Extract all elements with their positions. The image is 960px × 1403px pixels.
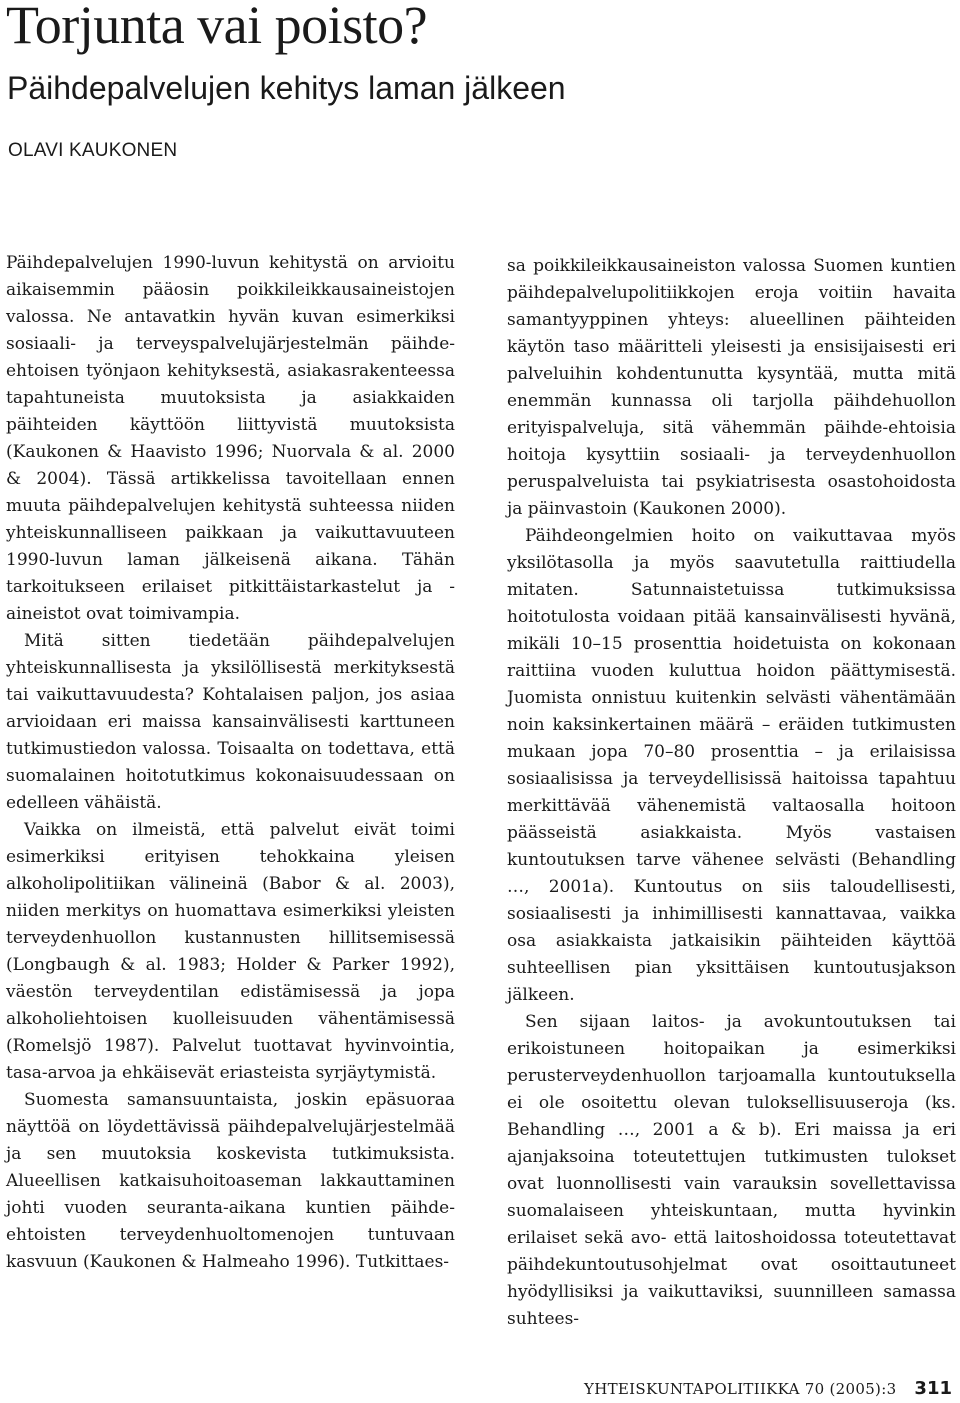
paragraph: sa poikkileikkausaineiston valossa Suomen kuntien päihdepalvelupolitiikkojen eroja voitiin havaita samantyyppinen yhteys: alueellinen päihteiden käytön taso määritteli yleisesti ja ensisijaisesti eri palveluihin kohdentunutta kysyntää, mutta mitä enemmän kunnassa oli tarjolla päihdehuollon erityispalveluja, sitä vähemmän päihde-ehtoisia hoitoja kysyttiin sosiaali- ja terveydenhuollon peruspalveluista tai psykiatrisesta osastohoidosta ja päinvastoin (Kaukonen 2000).: [507, 256, 956, 519]
author-name: OLAVI KAUKONEN: [8, 140, 178, 161]
journal-citation: YHTEISKUNTAPOLITIIKKA 70 (2005):3: [584, 1380, 897, 1398]
paragraph: Päihdepalvelujen 1990-luvun kehitystä on arvioitu aikaisemmin pääosin poikkileikkausaineistojen valossa. Ne antavatkin hyvän kuvan esimerkiksi sosiaali- ja terveyspalvelujärjestelmän päihde-ehtoisen työnjaon kehityksestä, asiakasrakenteessa tapahtuneista muutoksista ja asiakkaiden päihteiden käyttöön liittyvistä muutoksista (Kaukonen & Haavisto 1996; Nuorvala & al. 2000 & 2004). Tässä artikkelissa tavoitellaan ennen muuta päihdepalvelujen kehitystä suhteessa niiden yhteiskunnalliseen paikkaan ja vaikuttavuuteen 1990-luvun laman jälkeisenä aikana. Tähän tarkoitukseen erilaiset pitkittäistarkastelut ja -aineistot ovat toimivampia.: [6, 253, 455, 624]
article-subtitle: Päihdepalvelujen kehitys laman jälkeen: [7, 70, 566, 106]
paragraph: Sen sijaan laitos- ja avokuntoutuksen tai erikoistuneen hoitopaikan ja esimerkiksi perusterveydenhuollon tarjoamalla kuntoutuksella ei ole osoitettu olevan tuloksellisuuseroja (ks. Behandling …, 2001 a & b). Eri maissa ja eri ajanjaksoina toteutettujen tutkimusten tulokset ovat luonnollisesti vain varauksin sovellettavissa suomalaiseen yhteiskuntaan, mutta hyvinkin erilaiset sekä avo- että laitoshoidossa toteutettavat päihdekuntoutusohjelmat ovat osoittautuneet hyödyllisiksi ja vaikuttaviksi, suunnilleen samassa suhtees-: [507, 1012, 956, 1329]
article-title: Torjunta vai poisto?: [6, 0, 428, 55]
right-column: [507, 253, 956, 1333]
left-column: [6, 250, 455, 1276]
paragraph: Mitä sitten tiedetään päihdepalvelujen yhteiskunnallisesta ja yksilöllisestä merkityksestä tai vaikuttavuudesta? Kohtalaisen paljon, jos asiaa arvioidaan eri maissa kansainvälisesti karttuneen tutkimustiedon valossa. Toisaalta on todettava, että suomalainen hoitotutkimus kokonaisuudessaan on edelleen vähäistä.: [6, 631, 455, 813]
page-number: 311: [914, 1378, 952, 1399]
paragraph: Vaikka on ilmeistä, että palvelut eivät toimi esimerkiksi erityisen tehokkaina yleisen alkoholipolitiikan välineinä (Babor & al. 2003), niiden merkitys on huomattava esimerkiksi yleisten terveydenhuollon kustannusten hillitsemisessä (Longbaugh & al. 1983; Holder & Parker 1992), väestön terveydentilan edistämisessä ja jopa alkoholiehtoisen kuolleisuuden vähentämisessä (Romelsjö 1987). Palvelut tuottavat hyvinvointia, tasa-arvoa ja ehkäisevät eriasteista syrjäytymistä.: [6, 820, 455, 1083]
paragraph: Suomesta samansuuntaista, joskin epäsuoraa näyttöä on löydettävissä päihdepalvelujärjestelmää ja sen muutoksia koskevista tutkimuksista. Alueellisen katkaisuhoitoaseman lakkauttaminen johti vuoden seuranta-aikana kuntien päihde-ehtoisten terveydenhuoltomenojen tuntuvaan kasvuun (Kaukonen & Halmeaho 1996). Tutkittaes-: [6, 1090, 455, 1272]
paragraph: Päihdeongelmien hoito on vaikuttavaa myös yksilötasolla ja myös saavutetulla raittiudella mitaten. Satunnaistetuissa tutkimuksissa hoitotulosta voidaan pitää kansainvälisesti hyvänä, mikäli 10–15 prosenttia hoidetuista on kokonaan raittiina vuoden kuluttua hoidon päättymisestä. Juomista onnistuu kuitenkin selvästi vähentämään noin kaksinkertainen määrä – eräiden tutkimusten mukaan jopa 70–80 prosenttia – ja erilaisissa sosiaalisissa ja terveydellisissä haitoissa tapahtuu merkittävää vähenemistä valtaosalla hoitoon päässeistä asiakkaista. Myös vastaisen kuntoutuksen tarve vähenee selvästi (Behandling …, 2001a). Kuntoutus on siis taloudellisesti, sosiaalisesti ja inhimillisesti kannattavaa, vaikka osa asiakkaista jatkaisikin päihteiden käyttöä suhteellisen pian yksittäisen kuntoutusjakson jälkeen.: [507, 526, 956, 1005]
page-footer: [584, 1378, 952, 1400]
